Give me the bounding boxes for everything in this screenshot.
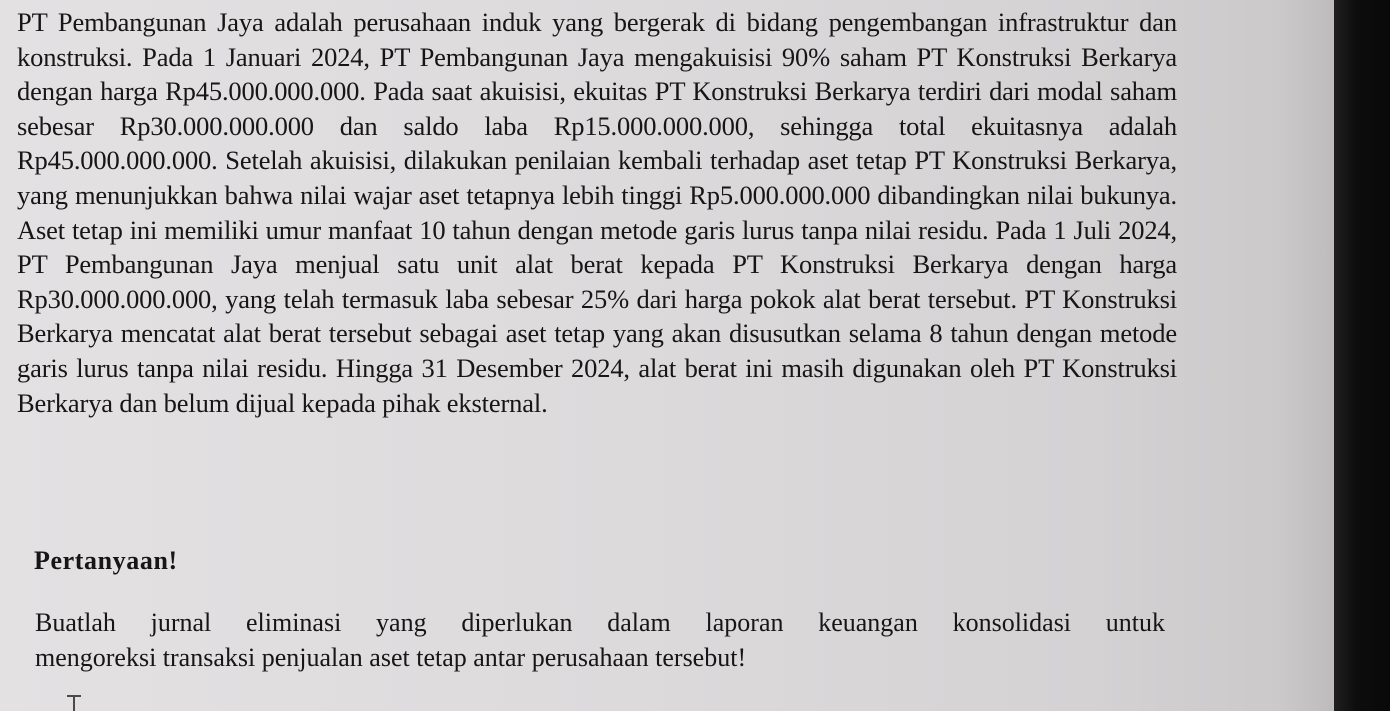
document-body [17, 5, 1177, 420]
question-heading: Pertanyaan! [34, 546, 178, 575]
question-line-2: mengoreksi transaksi penjualan aset tetap antar perusahaan tersebut! [35, 642, 747, 672]
text-cursor-icon [67, 695, 81, 711]
case-paragraph: PT Pembangunan Jaya adalah perusahaan induk yang bergerak di bidang pengembangan infrastruktur dan konstruksi. Pada 1 Januari 2024, PT Pembangunan Jaya mengakuisisi 90% saham PT Konstruksi Berkarya dengan harga Rp45.000.000.000. Pada saat akuisisi, ekuitas PT Konstruksi Berkarya terdiri dari modal saham sebesar Rp30.000.000.000 dan saldo laba Rp15.000.000.000, sehingga total ekuitasnya adalah Rp45.000.000.000. Setelah akuisisi, dilakukan penilaian kembali terhadap aset tetap PT Konstruksi Berkarya, yang menunjukkan bahwa nilai wajar aset tetapnya lebih tinggi Rp5.000.000.000 dibandingkan nilai bukunya. Aset tetap ini memiliki umur manfaat 10 tahun dengan metode garis lurus tanpa nilai residu. Pada 1 Juli 2024, PT Pembangunan Jaya menjual satu unit alat berat kepada PT Konstruksi Berkarya dengan harga Rp30.000.000.000, yang telah termasuk laba sebesar 25% dari harga pokok alat berat tersebut. PT Konstruksi Berkarya mencatat alat berat tersebut sebagai aset tetap yang akan disusutkan selama 8 tahun dengan metode garis lurus tanpa nilai residu. Hingga 31 Desember 2024, alat berat ini masih digunakan oleh PT Konstruksi Berkarya dan belum dijual kepada pihak eksternal. [17, 7, 1177, 418]
question-text [35, 606, 1165, 675]
monitor-bezel [1334, 0, 1390, 711]
question-line-1: Buatlah jurnal eliminasi yang diperlukan dalam laporan keuangan konsolidasi untuk [35, 608, 1165, 637]
